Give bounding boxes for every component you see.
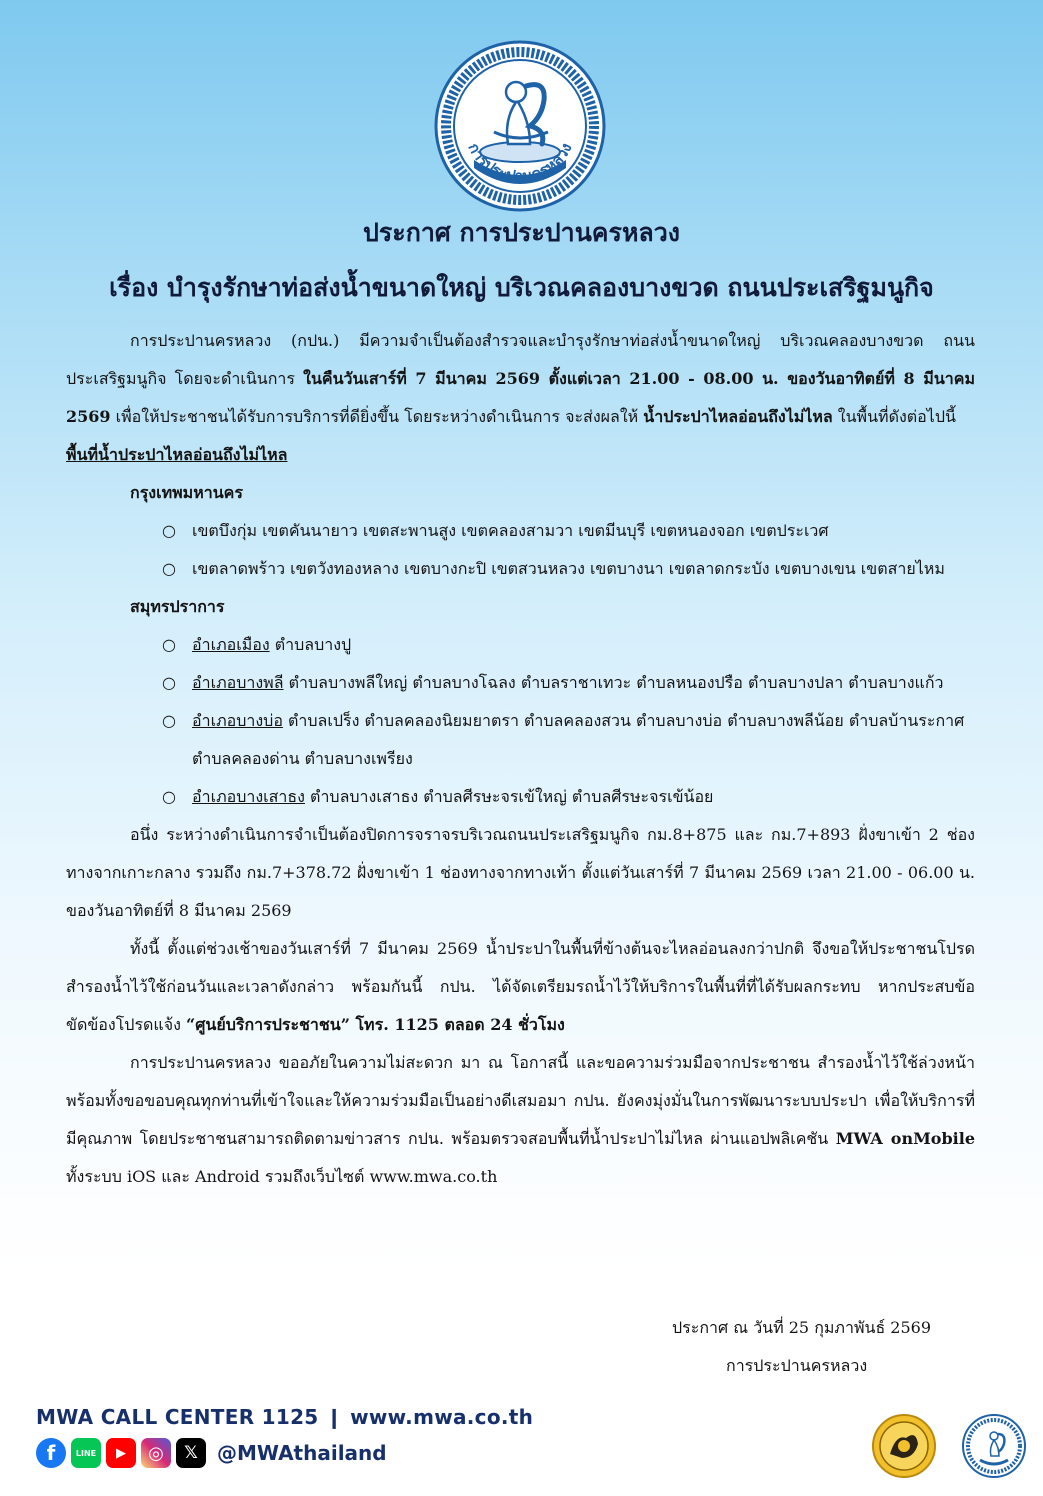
district-name: อำเภอบางบ่อ: [192, 711, 283, 730]
item-text: เขตบึงกุ่ม เขตคันนายาว เขตสะพานสูง เขตคลองสามวา เขตมีนบุรี เขตหนองจอก เขตประเวศ: [192, 521, 829, 540]
list-item: [162, 664, 975, 702]
list-item: [162, 550, 975, 588]
notice-text: ทั้งนี้ ตั้งแต่ช่วงเช้าของวันเสาร์ที่ 7 มีนาคม 2569 น้ำประปาในพื้นที่ข้างต้นจะไหลอ่อนลงกว่าปกติ จึงขอให้ประชาชนโปรดสำรองน้ำไว้ใช้ก่อนวันและเวลาดังกล่าว พร้อมกันนี้ กปน. ได้จัดเตรียมรถน้ำไว้ให้บริการในพื้นที่ที่ได้รับผลกระทบ หากประสบข้อขัดข้องโปรดแจ้ง: [66, 939, 975, 1034]
footer-website[interactable]: www.mwa.co.th: [350, 1405, 534, 1429]
app-name: MWA onMobile: [835, 1129, 976, 1148]
x-icon[interactable]: 𝕏: [176, 1438, 206, 1468]
list-item: [162, 702, 975, 778]
maintenance-schedule: ในคืนวันเสาร์ที่ 7 มีนาคม 2569 ตั้งแต่เวลา 21.00 - 08.00 น. ของวันอาทิตย์ที่ 8 มีนาคม 2569: [66, 369, 976, 426]
hotline-highlight: “ศูนย์บริการประชาชน” โทร. 1125 ตลอด 24 ชั่วโมง: [186, 1015, 565, 1034]
affected-areas-heading: พื้นที่น้ำประปาไหลอ่อนถึงไม่ไหล: [66, 445, 288, 464]
royal-seal-logo: [872, 1414, 936, 1478]
list-item: [162, 512, 975, 550]
item-text: ตำบลบางพลีใหญ่ ตำบลบางโฉลง ตำบลราชาเทวะ ตำบลหนองปรือ ตำบลบางปลา ตำบลบางแก้ว: [283, 673, 944, 692]
separator: ❙: [325, 1405, 343, 1429]
logo-text: การประปานครหลวง: [464, 140, 576, 186]
line-icon[interactable]: LINE: [71, 1438, 101, 1468]
bullet-icon: ○: [162, 635, 176, 654]
bullet-icon: ○: [162, 559, 176, 578]
closing-paragraph: [66, 1044, 975, 1196]
bullet-icon: ○: [162, 787, 176, 806]
district-name: อำเภอเมือง: [192, 635, 270, 654]
bullet-icon: ○: [162, 711, 176, 730]
list-item: [162, 778, 975, 816]
district-name: อำเภอบางพลี: [192, 673, 284, 692]
mwa-small-logo: [962, 1414, 1026, 1478]
announcement-body: [66, 322, 975, 1196]
list-item: [162, 626, 975, 664]
announcement-date: ประกาศ ณ วันที่ 25 กุมภาพันธ์ 2569: [672, 1318, 932, 1337]
district-name: อำเภอบางเสาธง: [192, 787, 305, 806]
announcement-title: ประกาศ การประปานครหลวง: [363, 218, 680, 247]
announcement-subject: เรื่อง บำรุงรักษาท่อส่งน้ำขนาดใหญ่ บริเวณคลองบางขวด ถนนประเสริฐมนูกิจ: [109, 273, 934, 302]
intro-text-3: ในพื้นที่ดังต่อไปนี้: [832, 407, 956, 426]
region-bangkok: กรุงเทพมหานคร: [130, 483, 243, 502]
intro-paragraph: [66, 322, 975, 436]
social-bar: [36, 1436, 387, 1470]
signature-org: การประปานครหลวง: [726, 1356, 868, 1375]
impact-highlight: น้ำประปาไหลอ่อนถึงไม่ไหล: [643, 407, 833, 426]
facebook-icon[interactable]: f: [36, 1438, 66, 1468]
notice-paragraph: [66, 930, 975, 1044]
closing-text-2: ทั้งระบบ iOS และ Android รวมถึงเว็บไซต์ www.mwa.co.th: [66, 1167, 498, 1186]
social-handle[interactable]: @MWAthailand: [217, 1441, 387, 1465]
call-center: MWA CALL CENTER 1125: [36, 1405, 319, 1429]
item-text: เขตลาดพร้าว เขตวังทองหลาง เขตบางกะปิ เขตสวนหลวง เขตบางนา เขตลาดกระบัง เขตบางเขน เขตสายไหม: [192, 559, 945, 578]
bullet-icon: ○: [162, 673, 176, 692]
intro-text-2: เพื่อให้ประชาชนได้รับการบริการที่ดียิ่งขึ้น โดยระหว่างดำเนินการ จะส่งผลให้: [110, 407, 644, 426]
closing-text: การประปานครหลวง ขออภัยในความไม่สะดวก มา ณ โอกาสนี้ และขอความร่วมมือจากประชาชน สำรองน้ำไว้ใช้ล่วงหน้า พร้อมทั้งขอขอบคุณทุกท่านที่เข้าใจและให้ความร่วมมือเป็นอย่างดีเสมอมา กปน. ยังคงมุ่งมั่นในการพัฒนาระบบประปา เพื่อให้บริการที่มีคุณภาพ โดยประชาชนสามารถติดตามข่าวสาร กปน. พร้อมตรวจสอบพื้นที่น้ำประปาไม่ไหล ผ่านแอปพลิเคชัน: [66, 1053, 975, 1148]
traffic-paragraph: อนึ่ง ระหว่างดำเนินการจำเป็นต้องปิดการจราจรบริเวณถนนประเสริฐมนูกิจ กม.8+875 และ กม.7+893 ฝั่งขาเข้า 2 ช่องทางจากเกาะกลาง รวมถึง กม.7+378.72 ฝั่งขาเข้า 1 ช่องทางจากทางเท้า ตั้งแต่วันเสาร์ที่ 7 มีนาคม 2569 เวลา 21.00 - 06.00 น. ของวันอาทิตย์ที่ 8 มีนาคม 2569: [66, 825, 975, 920]
instagram-icon[interactable]: ◎: [141, 1438, 171, 1468]
item-text: ตำบลเปร็ง ตำบลคลองนิยมยาตรา ตำบลคลองสวน ตำบลบางบ่อ ตำบลบางพลีน้อย ตำบลบ้านระกาศ ตำบลคลองด่าน ตำบลบางเพรียง: [192, 711, 965, 768]
item-text: ตำบลบางปู: [269, 635, 352, 654]
intro-text-1: การประปานครหลวง (กปน.) มีความจำเป็นต้องสำรวจและบำรุงรักษาท่อส่งน้ำขนาดใหญ่ บริเวณคลองบางขวด ถนนประเสริฐมนูกิจ โดยจะดำเนินการ: [66, 331, 975, 388]
youtube-icon[interactable]: ▶: [106, 1438, 136, 1468]
item-text: ตำบลบางเสาธง ตำบลศีรษะจรเข้ใหญ่ ตำบลศีรษะจรเข้น้อย: [304, 787, 714, 806]
region-samut-prakan: สมุทรปราการ: [130, 597, 225, 616]
bullet-icon: ○: [162, 521, 176, 540]
mwa-logo: [434, 40, 606, 212]
footer-contact: [36, 1405, 533, 1429]
